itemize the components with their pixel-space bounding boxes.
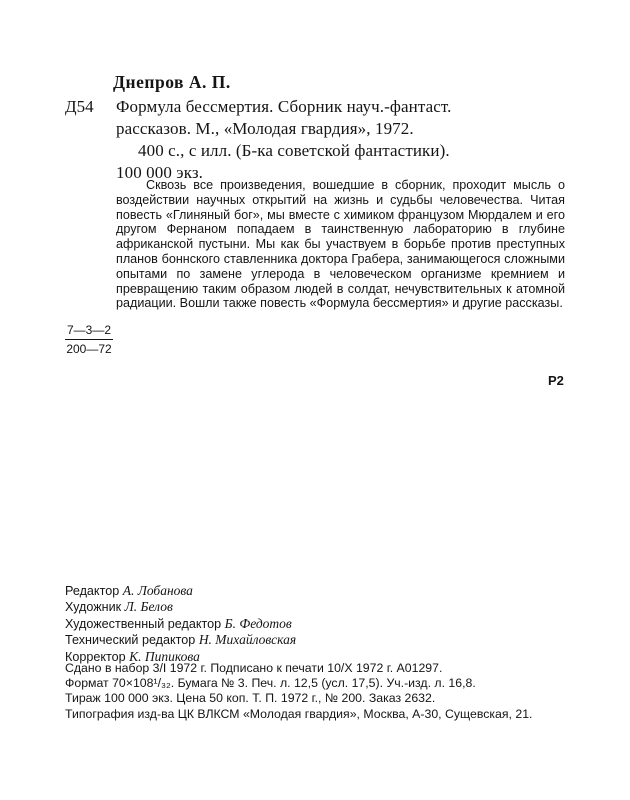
credit-role: Технический редактор — [65, 633, 196, 648]
credit-name: Л. Белов — [124, 599, 173, 615]
credit-name: Н. Михайловская — [198, 632, 297, 648]
credit-role: Художник — [65, 600, 122, 615]
imprint-line: Сдано в набор 3/I 1972 г. Подписано к печати 10/X 1972 г. А01297. — [65, 661, 443, 675]
classification-code: Д54 — [65, 97, 94, 116]
credit-line — [65, 599, 296, 615]
index-numerator: 7—3—2 — [65, 323, 113, 340]
credits — [65, 583, 296, 665]
annotation: Сквозь все произведения, вошедшие в сборник, проходит мысль о воздействии научных открытий на жизнь и судьбы человечества. Читая повесть «Глиняный бог», мы вместе с химиком французом Мюрдалем и его другом Фернаном попадаем в таинственную лабораторию в глубине африканской пустыни. Мы как бы участвуем в борьбе против преступных планов боннского ставленника доктора Грабера, занимающегося сложными опытами по замене углерода в человеческом организме кремнием и превращению таким образом людей в солдат, нечувствительных к атомной радиации. Вошли также повесть «Формула бессмертия» и другие рассказы. — [116, 178, 565, 311]
imprint-line: Типография изд-ва ЦК ВЛКСМ «Молодая гвардия», Москва, А-30, Сущевская, 21. — [65, 706, 533, 721]
credit-role: Редактор — [65, 584, 120, 598]
credit-line — [65, 616, 296, 632]
imprint-line: Тираж 100 000 экз. Цена 50 коп. Т. П. 1972 г., № 200. Заказ 2632. — [65, 691, 436, 706]
credit-role: Художественный редактор — [65, 616, 222, 631]
bib-line: 100 000 экз. — [116, 163, 203, 182]
credit-line — [65, 632, 296, 648]
credit-name: К. Пипикова — [129, 648, 200, 664]
bib-line: рассказов. М., «Молодая гвардия», 1972. — [116, 119, 414, 138]
credit-line — [65, 583, 296, 599]
imprint — [65, 661, 565, 722]
bibliographic-description — [116, 96, 452, 184]
author-name: Днепров А. П. — [113, 72, 231, 92]
credit-name: А. Лобанова — [122, 583, 193, 598]
index-denominator: 200—72 — [66, 342, 112, 356]
imprint-line: Формат 70×108¹/₃₂. Бумага № 3. Печ. л. 12,5 (усл. 17,5). Уч.-изд. л. 16,8. — [65, 676, 476, 691]
bib-line: 400 с., с илл. (Б-ка советской фантастики). — [138, 141, 450, 160]
credit-name: Б. Федотов — [224, 615, 292, 631]
shelf-mark: Р2 — [548, 373, 564, 388]
credit-role: Корректор — [65, 649, 126, 664]
bib-line: Формула бессмертия. Сборник науч.-фантаст. — [116, 97, 452, 116]
index-fraction — [65, 323, 113, 356]
